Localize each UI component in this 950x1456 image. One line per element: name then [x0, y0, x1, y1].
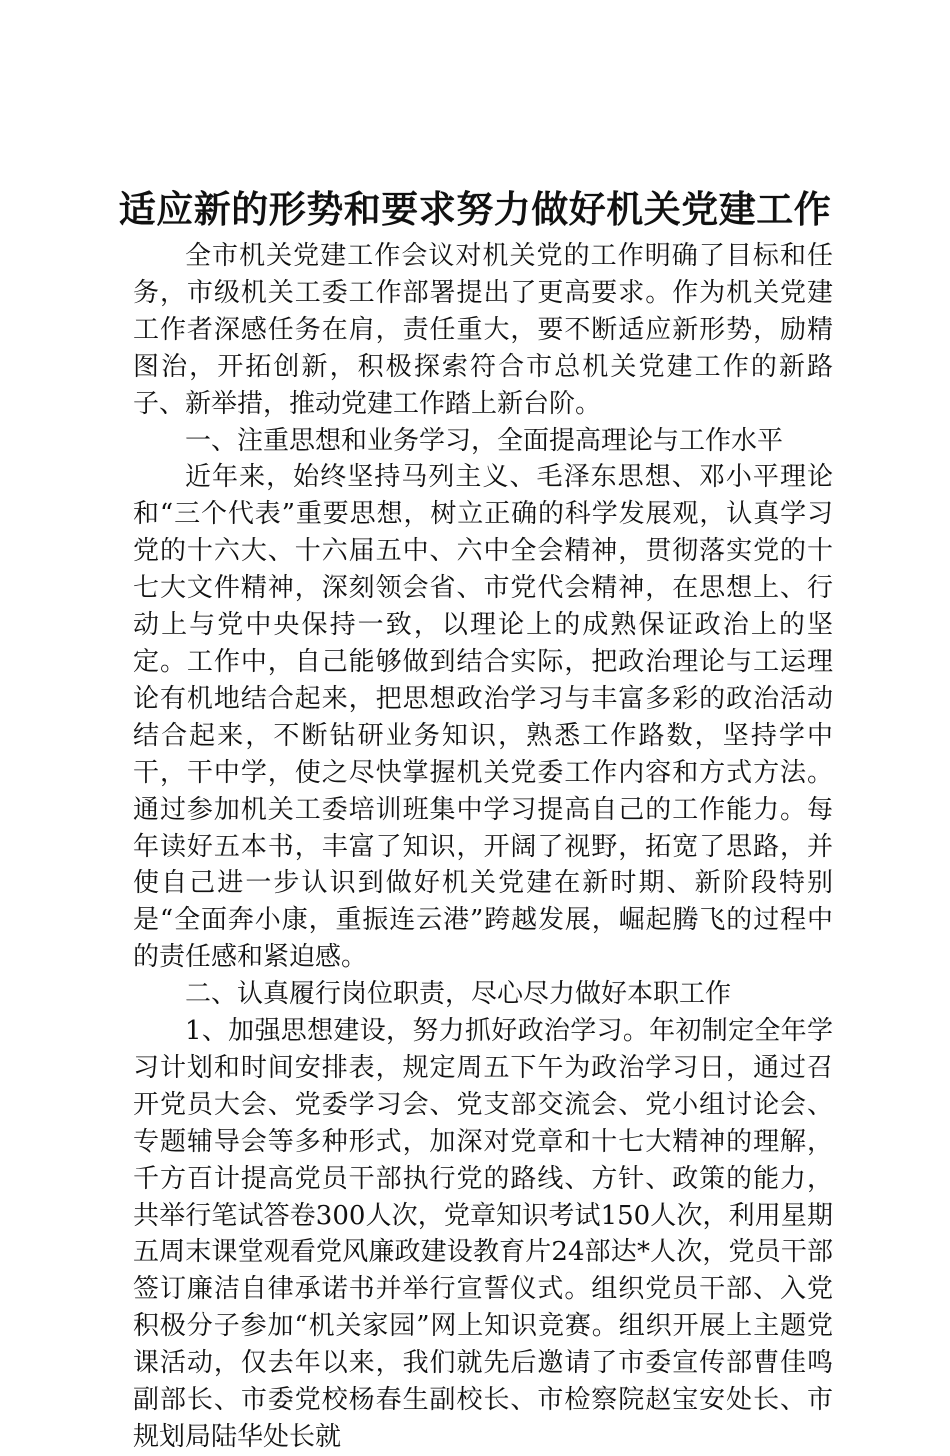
intro-paragraph: 全市机关党建工作会议对机关党的工作明确了目标和任务，市级机关工委工作部署提出了更高要求。作为机关党建工作者深感任务在肩，责任重大，要不断适应新形势，励精图治，开拓创新，积极探索符合市总机关党建工作的新路子、新举措，推动党建工作踏上新台阶。	[133, 241, 833, 419]
section-2-item-1-paragraph: 1、加强思想建设，努力抓好政治学习。年初制定全年学习计划和时间安排表，规定周五下午为政治学习日，通过召开党员大会、党委学习会、党支部交流会、党小组讨论会、专题辅导会等多种形式，加深对党章和十七大精神的理解，千方百计提高党员干部执行党的路线、方针、政策的能力，共举行笔试答卷300人次，党章知识考试150人次，利用星期五周末课堂观看党风廉政建设教育片24部达*人次，党员干部签订廉洁自律承诺书并举行宣誓仪式。组织党员干部、入党积极分子参加“机关家园”网上知识竞赛。组织开展上主题党课活动，仅去年以来，我们就先后邀请了市委宣传部曹佳鸣副部长、市委党校杨春生副校长、市检察院赵宝安处长、市规划局陆华处长就	[133, 1016, 833, 1452]
section-1-paragraph: 近年来，始终坚持马列主义、毛泽东思想、邓小平理论和“三个代表”重要思想，树立正确的科学发展观，认真学习党的十六大、十六届五中、六中全会精神，贯彻落实党的十七大文件精神，深刻领会省、市党代会精神，在思想上、行动上与党中央保持一致，以理论上的成熟保证政治上的坚定。工作中，自己能够做到结合实际，把政治理论与工运理论有机地结合起来，把思想政治学习与丰富多彩的政治活动结合起来，不断钻研业务知识，熟悉工作路数，坚持学中干，干中学，使之尽快掌握机关党委工作内容和方式方法。通过参加机关工委培训班集中学习提高自己的工作能力。每年读好五本书，丰富了知识，开阔了视野，拓宽了思路，并使自己进一步认识到做好机关党建在新时期、新阶段特别是“全面奔小康，重振连云港”跨越发展，崛起腾飞的过程中的责任感和紧迫感。	[133, 462, 833, 973]
document-body	[133, 238, 833, 1456]
section-heading-2: 二、认真履行岗位职责，尽心尽力做好本职工作	[185, 979, 732, 1010]
section-heading-1: 一、注重思想和业务学习，全面提高理论与工作水平	[185, 425, 784, 456]
document-title: 适应新的形势和要求努力做好机关党建工作	[118, 187, 832, 231]
